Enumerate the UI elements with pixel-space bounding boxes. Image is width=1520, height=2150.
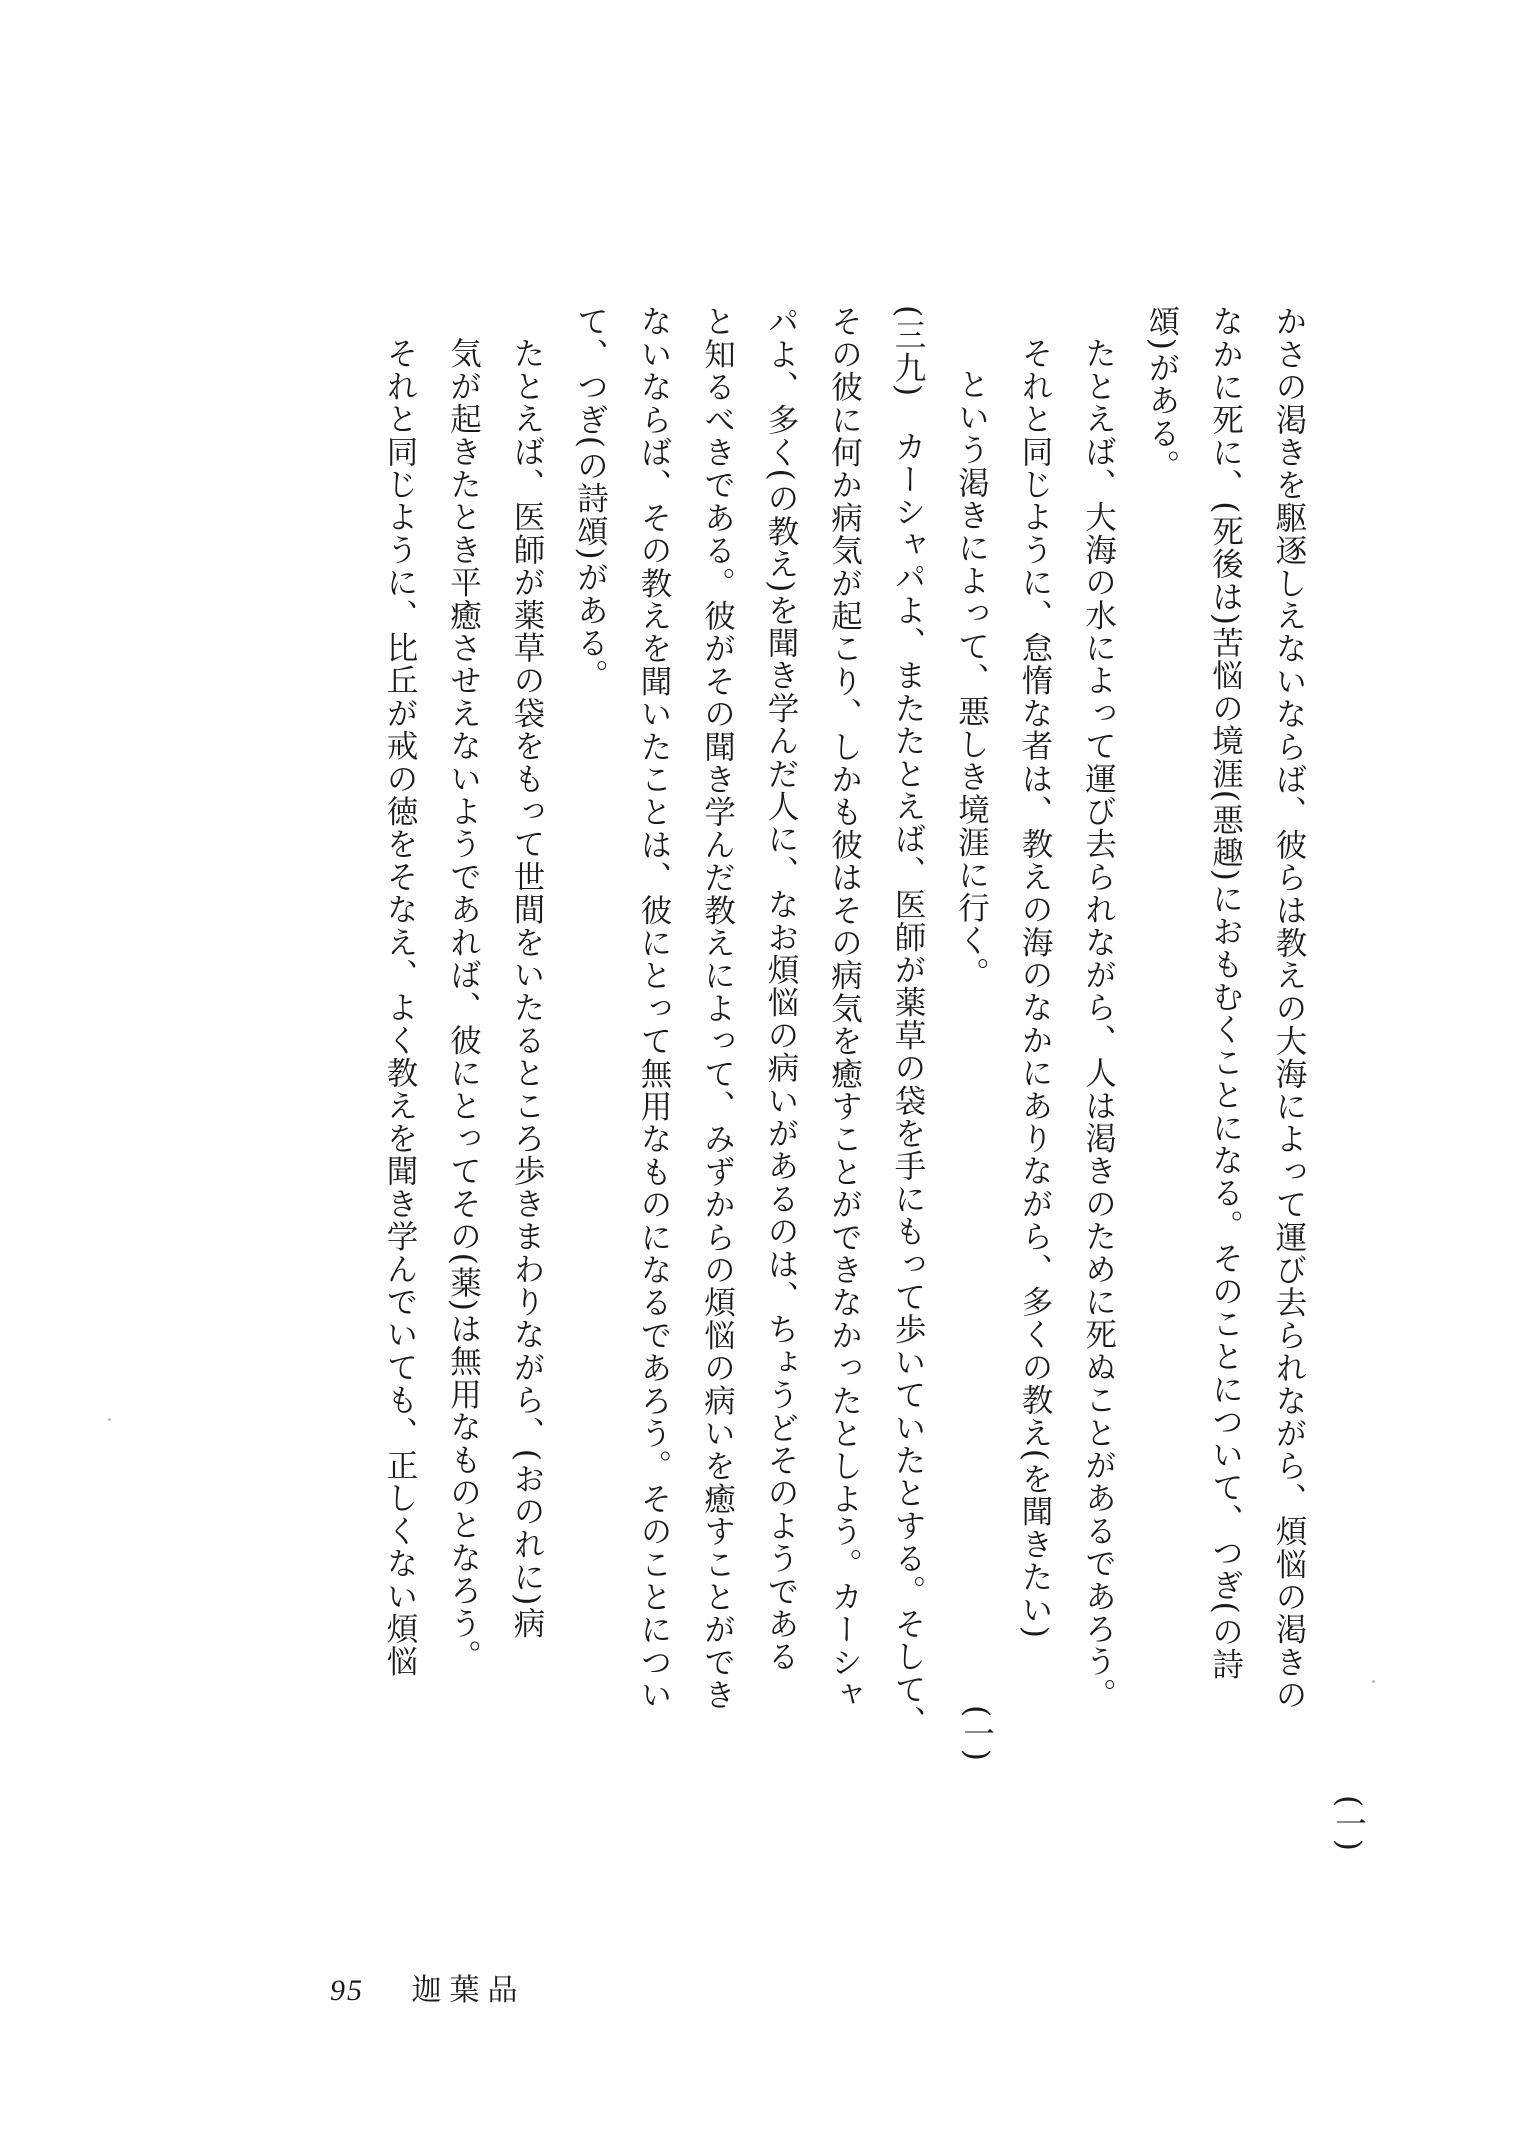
verse-line: たとえば、医師が薬草の袋をもって世間をいたるところ歩きまわりながら、(おのれに)病	[509, 336, 545, 1639]
text-line: ないならば、その教えを聞いたことは、彼にとって無用なものになるであろう。そのことについ	[636, 305, 672, 1712]
text-line: 頌)がある。	[1144, 305, 1180, 482]
text-line: なかに死に、(死後は)苦悩の境涯(悪趣)におもむくことになる。そのことについて、つぎ(の詩	[1207, 305, 1244, 1681]
verse-line: それと同じように、怠惰な者は、教えの海のなかにありながら、多くの教え(を聞きたい)	[1017, 336, 1053, 1639]
vertical-text-block	[280, 305, 1320, 1945]
text-line: パよ、多く(の教え)を聞き学んだ人に、なお煩悩の病いがあるのは、ちょうどそのようである	[763, 305, 799, 1673]
text-line: て、つぎ(の詩頌)がある。	[572, 305, 609, 692]
verse-line: たとえば、大海の水によって運び去られながら、人は渇きのために死ぬことがあるであろう。	[1080, 336, 1117, 1710]
page-footer	[330, 1965, 526, 2009]
scan-speck	[108, 1418, 111, 1421]
verse-line: それと同じように、比丘が戒の徳をそなえ、よく教えを聞き学んでいても、正しくない煩悩	[382, 336, 418, 1678]
text-line: かさの渇きを駆逐しえないならば、彼らは教えの大海によって運び去られながら、煩悩の渇きの	[1271, 305, 1307, 1712]
scan-speck	[1372, 1680, 1375, 1683]
page-number: 95	[330, 1974, 364, 2007]
section-start-line: (三九) カーシャパよ、またたとえば、医師が薬草の袋を手にもって歩いていたとする。そして、	[890, 305, 926, 1739]
verse-line: 気が起きたとき平癒させえないようであれば、彼にとってその(薬)は無用なものとなろう。	[445, 336, 482, 1672]
verse-marker: (一)	[1330, 1795, 1367, 1852]
text-line: その彼に何か病気が起こり、しかも彼はその病気を癒すことができなかったとしよう。カーシャ	[826, 305, 863, 1712]
verse-line: という渇きによって、悪しき境涯に行く。	[953, 368, 990, 990]
chapter-title: 迦葉品	[411, 1973, 526, 2008]
text-line: と知るべきである。彼がその聞き学んだ教えによって、みずからの煩悩の病いを癒すことができ	[699, 305, 736, 1712]
verse-marker: (一)	[958, 1705, 995, 1762]
